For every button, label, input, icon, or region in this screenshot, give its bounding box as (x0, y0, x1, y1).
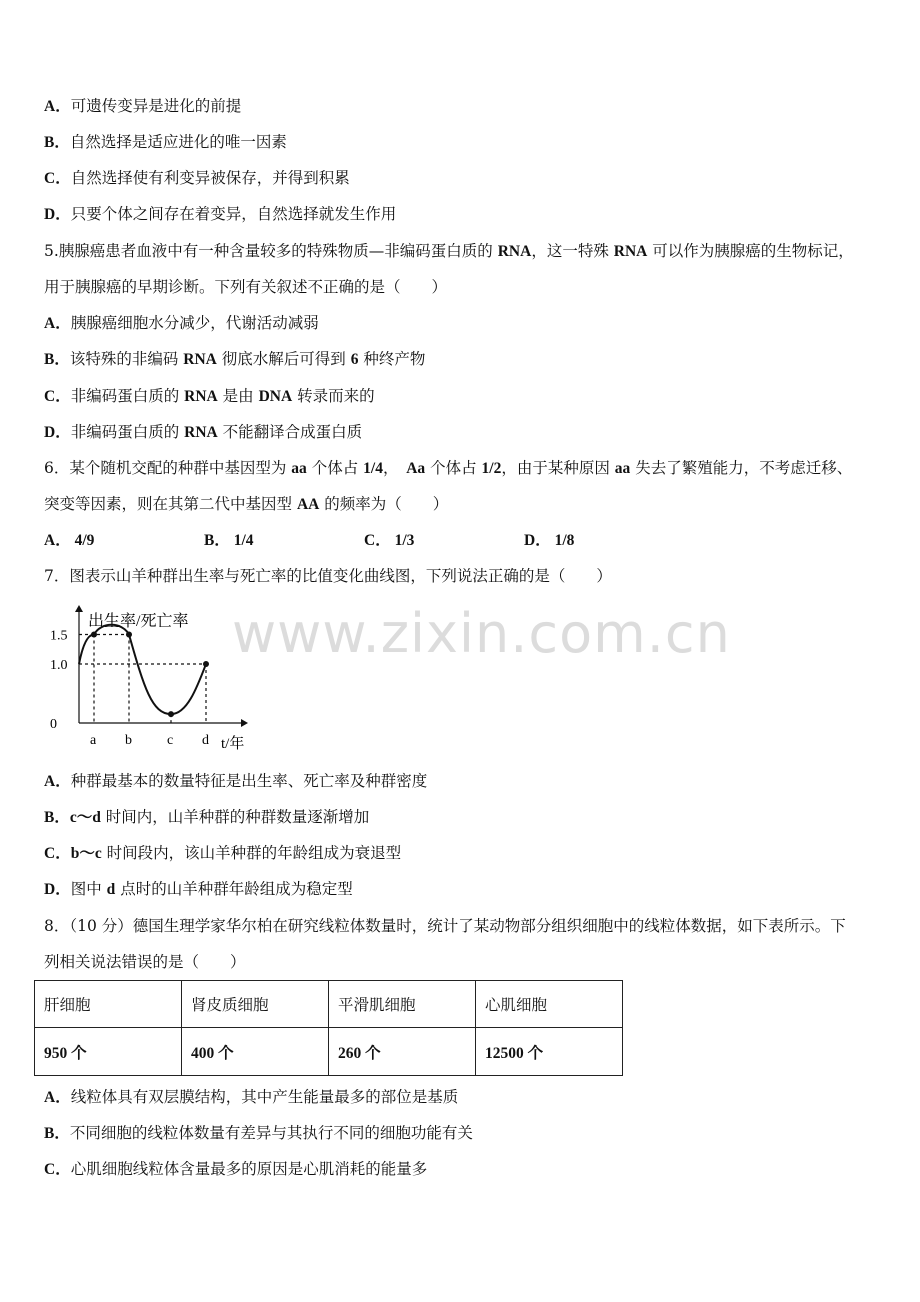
text: 1/4 (363, 460, 383, 477)
table-header-cell: 心肌细胞 (476, 981, 623, 1028)
q4-option-a (44, 96, 241, 117)
x-tick-label: a (90, 733, 97, 748)
text: 种终产物 (358, 350, 426, 368)
q8-stem-line2: 列相关说法错误的是（ ） (44, 953, 246, 971)
x-tick-label: c (167, 733, 174, 748)
data-point (168, 711, 174, 717)
q6-option-c: C． 1/3 (364, 532, 415, 549)
x-axis-label: t/年 (221, 736, 245, 752)
text: ，这一特殊 (531, 242, 614, 260)
option-text: 种群最基本的数量特征是出生率、死亡率及种群密度 (70, 772, 428, 790)
text: 不能翻译合成蛋白质 (217, 423, 363, 441)
text: 可以作为胰腺癌的生物标记， (647, 242, 854, 260)
option-text: 自然选择使有利变异被保存，并得到积累 (70, 169, 350, 187)
q6-stem-line2 (44, 494, 448, 515)
text: 非编码蛋白质的 (70, 423, 185, 441)
mitochondria-table (34, 980, 623, 1076)
y-tick-label: 1.0 (50, 658, 68, 673)
q5-option-b (44, 349, 425, 370)
text: ，由于某种原因 (501, 459, 615, 477)
text: 失去了繁殖能力，不考虑迁移、 (630, 459, 853, 477)
x-axis-arrow (241, 719, 248, 727)
option-label: A． (44, 315, 71, 332)
q8-stem-line1: 8．（10 分）德国生理学家华尔柏在研究线粒体数量时，统计了某动物部分组织细胞中的线粒体数据，如下表所示。下 (44, 917, 846, 935)
option-text: 点时的山羊种群年龄组成为稳定型 (115, 880, 353, 898)
option-label: C． (44, 845, 71, 862)
option-label: D． (44, 881, 71, 898)
text: RNA (184, 424, 218, 441)
text: ， (382, 459, 407, 477)
watermark: www.zixin.com.cn (232, 602, 731, 665)
text: 1/2 (481, 460, 502, 477)
text: 是由 (217, 387, 259, 405)
q5-option-c (44, 386, 375, 407)
option-text: 时间段内，该山羊种群的年龄组成为衰退型 (101, 844, 402, 862)
y-tick-label: 1.5 (50, 628, 68, 644)
table-header-row (35, 981, 623, 1028)
table-row (35, 1028, 623, 1076)
q6-stem-line1 (44, 458, 852, 479)
text: 6 (350, 351, 359, 368)
q7-stem: 7．图表示山羊种群出生率与死亡率的比值变化曲线图，下列说法正确的是（ ） (44, 567, 612, 585)
data-point (126, 632, 132, 638)
y-tick-label: 0 (50, 717, 57, 732)
option-text: 可遗传变异是进化的前提 (70, 97, 242, 115)
q7-option-d (44, 879, 353, 900)
q8-option-a (44, 1087, 458, 1108)
q7-option-c (44, 843, 401, 864)
table-header-cell: 平滑肌细胞 (329, 981, 476, 1028)
option-label: C． (44, 388, 71, 405)
q6-options (44, 531, 644, 551)
y-axis-label: 出生率/死亡率 (88, 613, 189, 630)
option-label: B． (44, 1125, 70, 1142)
option-label: A． (44, 1089, 71, 1106)
text: 转录而来的 (292, 387, 375, 405)
table-cell: 950 个 (35, 1028, 182, 1076)
q4-option-b (44, 132, 287, 153)
q4-option-d (44, 204, 396, 225)
table-cell: 12500 个 (476, 1028, 623, 1076)
birth-death-ratio-chart (44, 602, 264, 754)
option-text: 胰腺癌细胞水分减少，代谢活动减弱 (70, 314, 319, 332)
ratio-curve (79, 625, 206, 714)
data-point (203, 661, 209, 667)
option-label: D． (44, 206, 71, 223)
option-text: 自然选择是适应进化的唯一因素 (69, 133, 287, 151)
y-axis-arrow (75, 605, 83, 612)
q7-option-b (44, 807, 369, 828)
table-header-cell: 肝细胞 (35, 981, 182, 1028)
text: 个体占 (425, 459, 482, 477)
text: RNA (184, 388, 218, 405)
q6-option-d: D． 1/8 (524, 532, 575, 549)
text: 5.胰腺癌患者血液中有一种含量较多的特殊物质—非编码蛋白质的 (44, 242, 498, 260)
text: 的频率为（ ） (319, 495, 449, 513)
option-label: A． (44, 98, 71, 115)
text: 图中 (70, 880, 107, 898)
q5-stem-line1 (44, 241, 854, 262)
text: b～c (70, 845, 102, 862)
option-text: 时间内，山羊种群的种群数量逐渐增加 (100, 808, 370, 826)
q6-option-a: A． 4/9 (44, 532, 95, 549)
text: 突变等因素，则在其第二代中基因型 (44, 495, 297, 513)
q5-option-d (44, 422, 362, 443)
option-label: C． (44, 170, 71, 187)
option-text: 只要个体之间存在着变异，自然选择就发生作用 (70, 205, 397, 223)
table-cell: 400 个 (182, 1028, 329, 1076)
option-label: D． (44, 424, 71, 441)
table-header-cell: 肾皮质细胞 (182, 981, 329, 1028)
option-text: 不同细胞的线粒体数量有差异与其执行不同的细胞功能有关 (69, 1124, 473, 1142)
text: 彻底水解后可得到 (216, 350, 351, 368)
q4-option-c (44, 168, 350, 189)
table-cell: 260 个 (329, 1028, 476, 1076)
text: d (106, 881, 116, 898)
option-label: C． (44, 1161, 71, 1178)
q7-option-a (44, 771, 427, 792)
x-tick-label: b (125, 733, 132, 748)
x-tick-label: d (202, 733, 209, 748)
data-point (91, 632, 97, 638)
option-label: B． (44, 351, 70, 368)
text: aa (291, 460, 307, 477)
q5-option-a (44, 313, 319, 334)
text: 该特殊的非编码 (69, 350, 184, 368)
option-label: B． (44, 134, 70, 151)
text: RNA (497, 243, 532, 260)
q6-option-b: B． 1/4 (204, 532, 254, 549)
text: aa (614, 460, 631, 477)
option-label: A． (44, 773, 71, 790)
option-text: 心肌细胞线粒体含量最多的原因是心肌消耗的能量多 (70, 1160, 428, 1178)
text: Aa (406, 460, 426, 477)
q8-option-b (44, 1123, 473, 1144)
text: 非编码蛋白质的 (70, 387, 185, 405)
text: RNA (183, 351, 217, 368)
option-label: B． (44, 809, 70, 826)
text: c～d (69, 809, 101, 826)
q8-option-c (44, 1159, 427, 1180)
q5-stem-line2: 用于胰腺癌的早期诊断。下列有关叙述不正确的是（ ） (44, 278, 448, 296)
option-text: 线粒体具有双层膜结构，其中产生能量最多的部位是基质 (70, 1088, 459, 1106)
text: 6．某个随机交配的种群中基因型为 (44, 459, 292, 477)
text: AA (296, 496, 320, 513)
text: 个体占 (306, 459, 364, 477)
text: DNA (258, 388, 293, 405)
text: RNA (613, 243, 648, 260)
